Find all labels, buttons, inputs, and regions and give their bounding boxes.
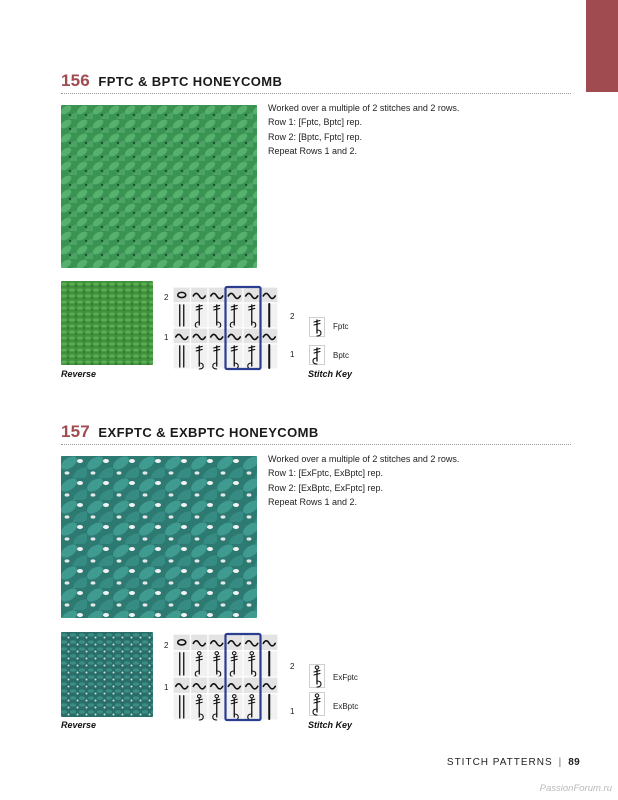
- pattern-heading: [61, 422, 571, 445]
- stitch-key-name: ExFptc: [333, 673, 358, 682]
- pattern-title: EXFPTC & EXBPTC HONEYCOMB: [98, 425, 319, 440]
- chart-cell: [191, 677, 209, 694]
- swatch-reverse-texture: [61, 632, 153, 717]
- row-number: 2: [290, 662, 295, 671]
- swatch-reverse-photo: [61, 281, 153, 365]
- instruction-line: Row 1: [ExFptc, ExBptc] rep.: [268, 468, 384, 479]
- footer-section-title: STITCH PATTERNS: [446, 757, 553, 768]
- stitch-key-exbptc: [309, 692, 325, 721]
- chart-cell: [208, 287, 226, 303]
- stitch-chart-grid: [161, 285, 301, 371]
- chart-cell: [173, 287, 191, 303]
- stitch-chart: [161, 632, 301, 722]
- chart-cell: [261, 328, 279, 344]
- chart-cell: [243, 677, 261, 694]
- footer-separator: |: [558, 757, 563, 768]
- chart-cell: [226, 651, 244, 677]
- chart-cell: [173, 344, 191, 369]
- chart-cell: [243, 328, 261, 344]
- chart-cell: [261, 651, 279, 677]
- chart-cell: [226, 634, 244, 651]
- chart-cell: [191, 328, 209, 344]
- row-number: 1: [290, 350, 295, 359]
- stitch-key-caption: Stitch Key: [308, 720, 353, 730]
- instruction-line: Worked over a multiple of 2 stitches and 2 rows.: [268, 454, 460, 464]
- row-number: 2: [164, 293, 169, 302]
- chart-cell: [243, 694, 261, 720]
- bptc-symbol-icon: [309, 345, 325, 365]
- chart-cell: [261, 677, 279, 694]
- stitch-key-caption: Stitch Key: [308, 369, 353, 379]
- chapter-tab: [586, 0, 618, 92]
- pattern-instructions: [268, 452, 459, 509]
- reverse-caption: Reverse: [61, 720, 97, 730]
- pattern-number: 157: [61, 422, 90, 441]
- instruction-line: Row 2: [ExBptc, ExFptc] rep.: [268, 482, 384, 493]
- instruction-line: Repeat Rows 1 and 2.: [268, 496, 358, 507]
- chart-cell: [191, 694, 209, 720]
- chart-cell: [191, 344, 209, 369]
- chart-cell: [191, 303, 209, 328]
- chart-cell: [226, 287, 244, 303]
- swatch-front-texture: [61, 105, 257, 268]
- chart-cell: [208, 328, 226, 344]
- chart-cell: [243, 651, 261, 677]
- stitch-chart-grid: [161, 632, 301, 722]
- chart-cell: [173, 328, 191, 344]
- stitch-key-bptc: [309, 345, 325, 370]
- chart-cell: [173, 677, 191, 694]
- chart-cell: [173, 634, 191, 651]
- instruction-line: Worked over a multiple of 2 stitches and 2 rows.: [268, 103, 460, 113]
- chart-cell: [261, 303, 279, 328]
- page-number: 89: [568, 757, 580, 768]
- chart-cell: [208, 677, 226, 694]
- stitch-key-fptc: [309, 317, 325, 342]
- chart-cell: [261, 634, 279, 651]
- fptc-symbol-icon: [309, 317, 325, 337]
- pattern-instructions: [268, 101, 459, 158]
- stitch-key-name: Fptc: [333, 322, 349, 331]
- swatch-reverse-texture: [61, 281, 153, 365]
- pattern-heading: [61, 71, 571, 94]
- chart-cell: [226, 344, 244, 369]
- chart-cell: [173, 303, 191, 328]
- swatch-reverse-photo: [61, 632, 153, 717]
- chart-cell: [261, 344, 279, 369]
- chart-cell: [243, 634, 261, 651]
- chart-cell: [208, 634, 226, 651]
- row-number: 2: [290, 312, 295, 321]
- chart-cell: [243, 303, 261, 328]
- watermark: PassionForum.ru: [539, 783, 612, 794]
- chart-cell: [191, 651, 209, 677]
- row-number: 1: [164, 333, 169, 342]
- chart-cell: [208, 303, 226, 328]
- stitch-key-exfptc: [309, 664, 325, 693]
- chart-cell: [243, 344, 261, 369]
- row-number: 1: [290, 707, 295, 716]
- stitch-chart: [161, 285, 301, 371]
- instruction-line: Row 1: [Fptc, Bptc] rep.: [268, 117, 363, 128]
- chart-cell: [226, 677, 244, 694]
- swatch-front-photo: [61, 456, 257, 618]
- chart-cell: [173, 651, 191, 677]
- chart-cell: [261, 287, 279, 303]
- pattern-title: FPTC & BPTC HONEYCOMB: [98, 74, 283, 89]
- chart-cell: [191, 287, 209, 303]
- chart-cell: [226, 694, 244, 720]
- chart-cell: [226, 303, 244, 328]
- chart-cell: [173, 694, 191, 720]
- stitch-key-name: ExBptc: [333, 702, 359, 711]
- exfptc-symbol-icon: [309, 664, 325, 688]
- chart-cell: [208, 694, 226, 720]
- chart-cell: [208, 651, 226, 677]
- pattern-number: 156: [61, 71, 90, 90]
- page-footer: [447, 757, 580, 768]
- swatch-front-texture: [61, 456, 257, 618]
- chart-cell: [226, 328, 244, 344]
- reverse-caption: Reverse: [61, 369, 97, 379]
- chart-cell: [208, 344, 226, 369]
- instruction-line: Row 2: [Bptc, Fptc] rep.: [268, 131, 363, 142]
- chart-cell: [191, 634, 209, 651]
- stitch-key-name: Bptc: [333, 351, 350, 360]
- chart-cell: [243, 287, 261, 303]
- row-number: 2: [164, 641, 169, 650]
- instruction-line: Repeat Rows 1 and 2.: [268, 145, 358, 156]
- exbptc-symbol-icon: [309, 692, 325, 716]
- chart-cell: [261, 694, 279, 720]
- swatch-front-photo: [61, 105, 257, 268]
- row-number: 1: [164, 683, 169, 692]
